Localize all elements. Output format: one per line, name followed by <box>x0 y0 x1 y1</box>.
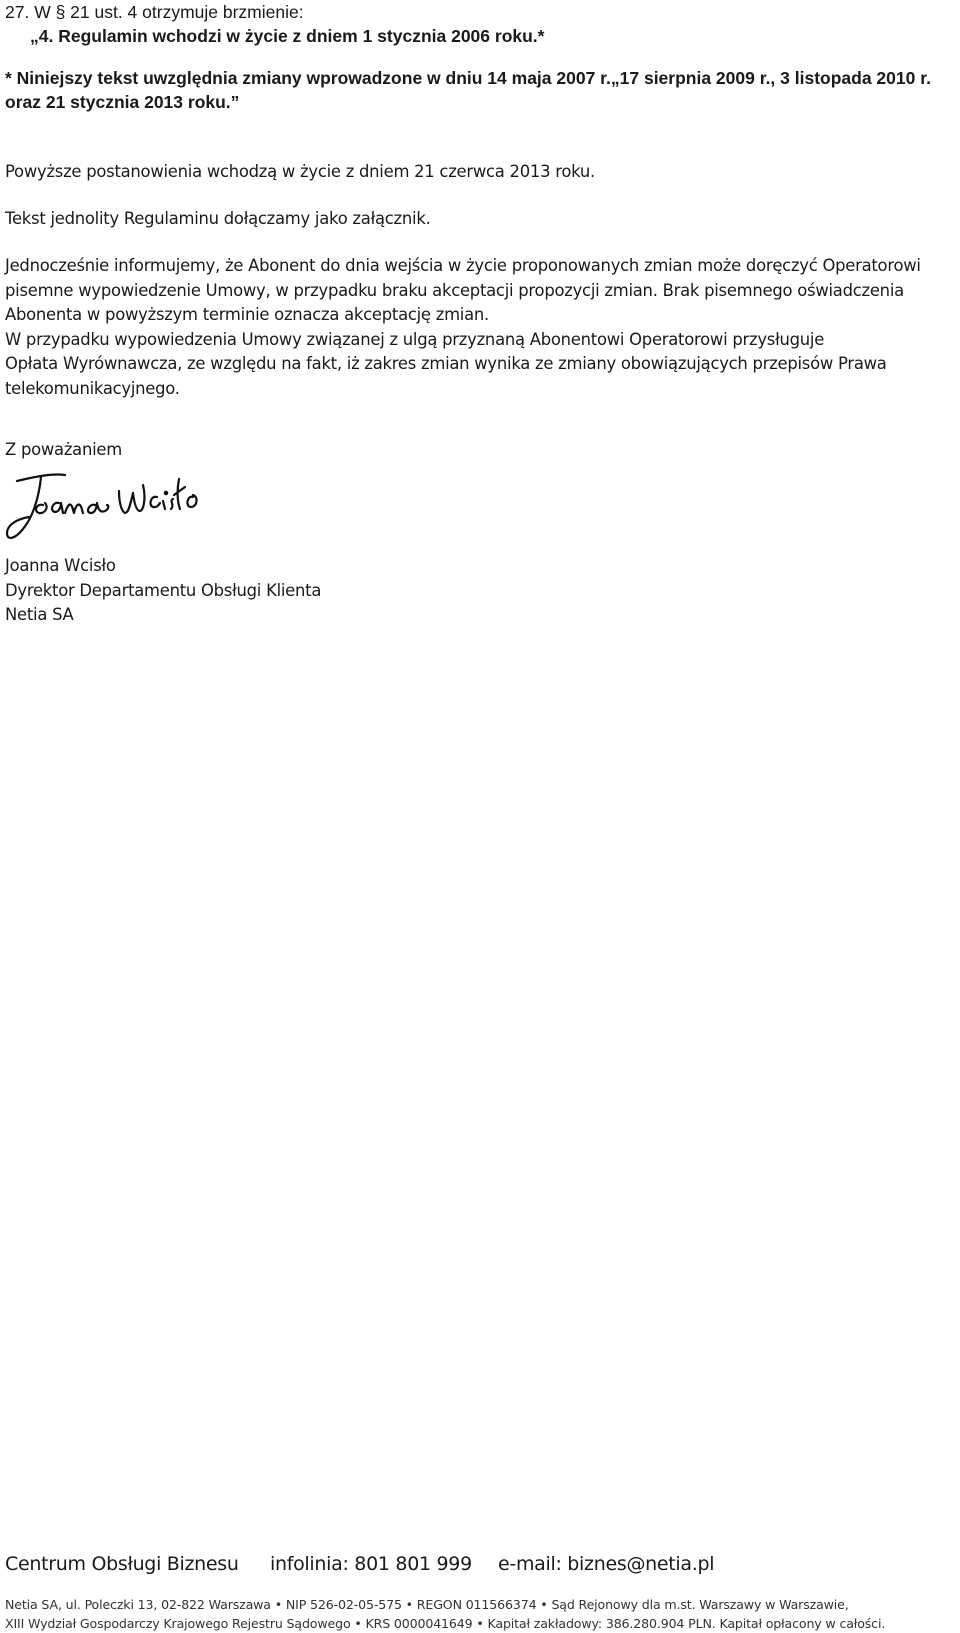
footer-legal-line-2: XIII Wydział Gospodarczy Krajowego Rejestru Sądowego • KRS 0000041649 • Kapitał zakładowy: 386.280.904 PLN. Kapitał opłacony w całości. <box>5 1616 886 1631</box>
footer-contact-center: Centrum Obsługi Biznesu <box>5 1553 239 1575</box>
effective-date-paragraph: Powyższe postanowienia wchodzą w życie z dniem 21 czerwca 2013 roku. <box>5 162 595 181</box>
footer-hotline[interactable]: infolinia: 801 801 999 <box>270 1553 472 1575</box>
footer-contacts <box>5 1553 714 1575</box>
paragraph-line: W przypadku wypowiedzenia Umowy związanej z ulgą przyznaną Abonentowi Operatorowi przysługuje <box>5 329 825 349</box>
amendment-intro: 27. W § 21 ust. 4 otrzymuje brzmienie: <box>5 2 304 22</box>
signatory-title: Dyrektor Departamentu Obsługi Klienta <box>5 580 322 600</box>
signatory-company: Netia SA <box>5 605 74 624</box>
paragraph-line: Jednocześnie informujemy, że Abonent do dnia wejścia w życie proponowanych zmian może doręczyć Operatorowi <box>5 256 921 275</box>
footnote-line-1: * Niniejszy tekst uwzględnia zmiany wprowadzone w dniu 14 maja 2007 r.„17 sierpnia 2009 r., 3 listopada 2010 r. <box>5 68 931 88</box>
footer-email-link[interactable]: e-mail: biznes@netia.pl <box>498 1553 715 1575</box>
signatory-block <box>5 554 321 628</box>
signatory-name: Joanna Wcisło <box>5 556 116 575</box>
paragraph-line: pisemne wypowiedzenie Umowy, w przypadku braku akceptacji propozycji zmian. Brak pisemnego oświadczenia <box>5 280 904 300</box>
paragraph-line: Opłata Wyrównawcza, ze względu na fakt, iż zakres zmian wynika ze zmiany obowiązujących przepisów Prawa <box>5 354 887 373</box>
footer-legal-line-1: Netia SA, ul. Poleczki 13, 02-822 Warszawa • NIP 526-02-05-575 • REGON 011566374 • Sąd Rejonowy dla m.st. Warszawy w Warszawie, <box>5 1597 849 1612</box>
paragraph-line: Abonenta w powyższym terminie oznacza akceptację zmian. <box>5 305 489 324</box>
closing-salutation: Z poważaniem <box>5 440 122 459</box>
amendment-text: „4. Regulamin wchodzi w życie z dniem 1 stycznia 2006 roku.* <box>30 26 545 46</box>
footnote-line-2: oraz 21 stycznia 2013 roku.” <box>5 92 240 112</box>
footnote <box>5 66 931 114</box>
handwritten-signature <box>3 467 203 549</box>
amendment-item <box>5 0 544 48</box>
termination-paragraph <box>5 254 921 401</box>
footer-legal-info <box>5 1595 885 1633</box>
attachment-note-paragraph: Tekst jednolity Regulaminu dołączamy jako załącznik. <box>5 209 431 228</box>
paragraph-line: telekomunikacyjnego. <box>5 378 180 398</box>
